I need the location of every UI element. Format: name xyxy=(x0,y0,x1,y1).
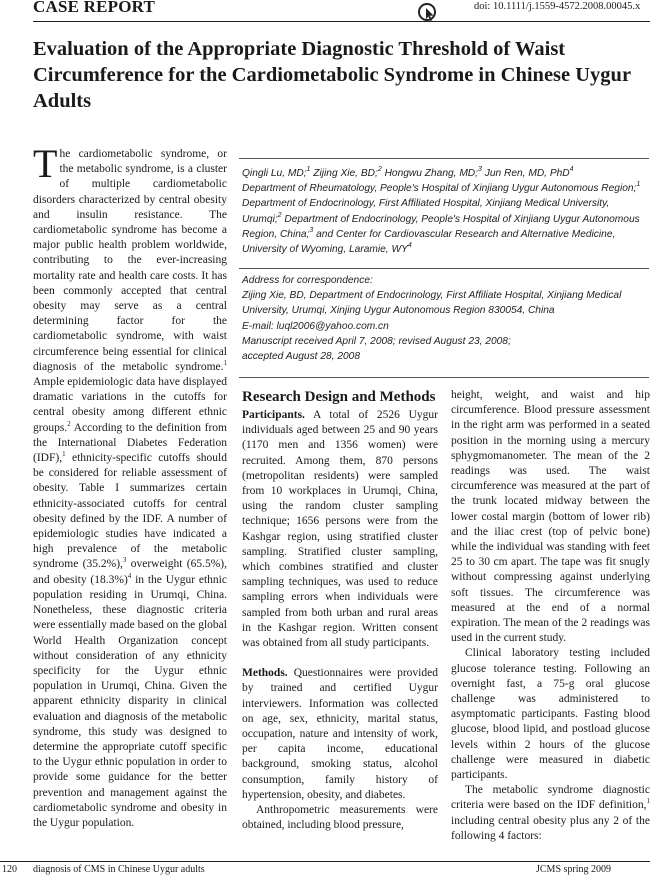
methods-column-right xyxy=(451,388,650,844)
methods-paragraph: Methods. Questionnaires were provided by trained and certified Uygur interviewers. Information was collected on age, sex, ethnicity, marital status, occupation, nature and intensity of work, per capita income, educational background, smoking status, alcohol consumption, family history of hypertension, obesity, and diabetes. xyxy=(242,667,438,801)
correspondence-email[interactable]: E-mail: luql2006@yahoo.com.cn xyxy=(242,320,389,332)
methods-column-left xyxy=(242,388,438,833)
section-heading: Research Design and Methods xyxy=(242,389,436,405)
author-list: Qingli Lu, MD;$^1$ Zijing Xie, BD;$^2$ Hongwu Zhang, MD;$^3$ Jun Ren, MD, PhD$^4$ xyxy=(242,166,574,179)
participants-paragraph: Participants. A total of 2526 Uygur individuals aged between 25 and 90 years (1170 men and 1356 women) were recruited. Among them, 870 persons (metropolitan residents) were sampled from 10 workplaces in Urumqi, China, using the random cluster sampling technique; 1656 persons were from the Kashgar region, using stratified cluster sampling. Stratified cluster sampling, which combines stratified and cluster sampling techniques, was used to reduce sampling errors when individuals were sampled from both urban and rural areas in the Kashgar region. Written consent was obtained from all study participants. xyxy=(242,409,438,650)
article-title: Evaluation of the Appropriate Diagnostic Threshold of Waist Circumference for the Cardiometabolic Syndrome in Chinese Uygur Adults xyxy=(33,38,631,112)
anthropometric-paragraph-start: Anthropometric measurements were obtained, including blood pressure, xyxy=(242,804,438,832)
running-title: diagnosis of CMS in Chinese Uygur adults xyxy=(33,864,205,875)
affiliation-rule-bottom xyxy=(239,377,649,378)
lab-testing-paragraph: Clinical laboratory testing included glucose tolerance testing. Following an overnight fast, a 75-g oral glucose challenge was administered to asymptomatic participants. Fasting blood glucose, blood lipid, and postload glucose levels within 2 hours of the glucose challenge were measured in diabetic participants. xyxy=(451,647,650,782)
intro-paragraph: The cardiometabolic syndrome, or the metabolic syndrome, is a cluster of multiple cardiometabolic disorders characterized by central obesity and insulin resistance. The cardiometabolic syndrome has become a major public health problem worldwide, contributing to the ever-increasing mortality rate and health care costs. It has been commonly accepted that central obesity may serve as a central determining factor for the cardiometabolic syndrome, with waist circumference being essential for clinical diagnosis of the metabolic syndrome.$^1$ Ample epidemiologic data have displayed dramatic variations in the cutoffs for central obesity among different ethnic groups.$^2$ According to the definition from the International Diabetes Federation (IDF),$^1$ ethnicity-specific cutoffs should be considered for reliable assessment of obesity. Table I summarizes certain ethnicity-associated cutoffs for central obesity defined by the IDF. A number of epidemiologic studies have indicated a high prevalence of the metabolic syndrome (35.2%),$^3$ overweight (65.5%), and obesity $(18.3\%)^4$ in the Uygur ethnic population residing in Urumqi, China. Nonetheless, these diagnostic criteria were essentially made based on the global World Health Organization concept without consideration of any ethnicity specificity for the Uygur ethnic population in Urumqi, China. Given the apparent ethnicity disparity in clinical evaluation and diagnosis of the metabolic syndrome, this study was designed to determine the appropriate cutoff specific to the Uygur ethnic population in order to provide some guidance for the better prevention and management against the cardiometabolic syndrome and obesity in the Uygur population. xyxy=(33,141,227,829)
criteria-paragraph: The metabolic syndrome diagnostic criteria were based on the IDF definition,$^1$ including central obesity plus any 2 of the following 4 factors: xyxy=(451,784,650,842)
correspondence-block xyxy=(242,273,647,364)
correspondence-label: Address for correspondence: xyxy=(242,275,373,286)
anthropometric-paragraph-cont: height, weight, and waist and hip circumference. Blood pressure assessment in the right arm was performed in a seated position in the morning using a mercury sphygmomanometer. The mean of the 2 readings was used. The waist circumference was measured at the part of the trunk located midway between the lower costal margin (bottom of lower rib) and the iliac crest (top of pelvic bone) while the individual was standing with feet 25 to 30 cm apart. The tape was fit snugly without compressing against underlying soft tissues. The circumference was measured at the end of a normal expiration. The mean of the 2 readings was used in the current study. xyxy=(451,389,650,645)
affiliation-rule-middle xyxy=(239,268,649,269)
header-rule xyxy=(33,21,650,22)
author-affiliations xyxy=(242,166,647,257)
correspondence-address: Zijing Xie, BD, Department of Endocrinology, First Affiliate Hospital, Xinjiang Medical University, Urumqi, Xinjing Uygur Autonomous Region 830054, China xyxy=(242,290,622,317)
cursor-pointer-icon[interactable] xyxy=(417,2,439,24)
intro-column xyxy=(33,141,227,831)
section-label: CASE REPORT xyxy=(33,0,156,16)
journal-issue: JCMS spring 2009 xyxy=(536,864,612,875)
affiliation-list: Department of Rheumatology, People's Hospital of Xinjiang Uygur Autonomous Region;$^1$ Department of Endocrinology, First Affiliated Hospital, Xinjiang Medical University, Urumqi;$^2$ Department of Endocrinology, People's Hospital of Xinjiang Uygur Autonomous Region, China;$^3$ and Center for Cardiovascular Research and Alternative Medicine, University of Wyoming, Laramie, $WY^4$ xyxy=(242,181,641,256)
doi-text[interactable]: doi: 10.1111/j.1559-4572.2008.00045.x xyxy=(474,1,641,12)
drop-cap: T xyxy=(33,141,58,186)
manuscript-accepted: accepted August 28, 2008 xyxy=(242,351,361,363)
footer-rule xyxy=(0,861,650,862)
manuscript-received: Manuscript received April 7, 2008; revised August 23, 2008; xyxy=(242,335,511,347)
page-number: 120 xyxy=(2,864,17,875)
affiliation-rule-top xyxy=(239,158,649,159)
